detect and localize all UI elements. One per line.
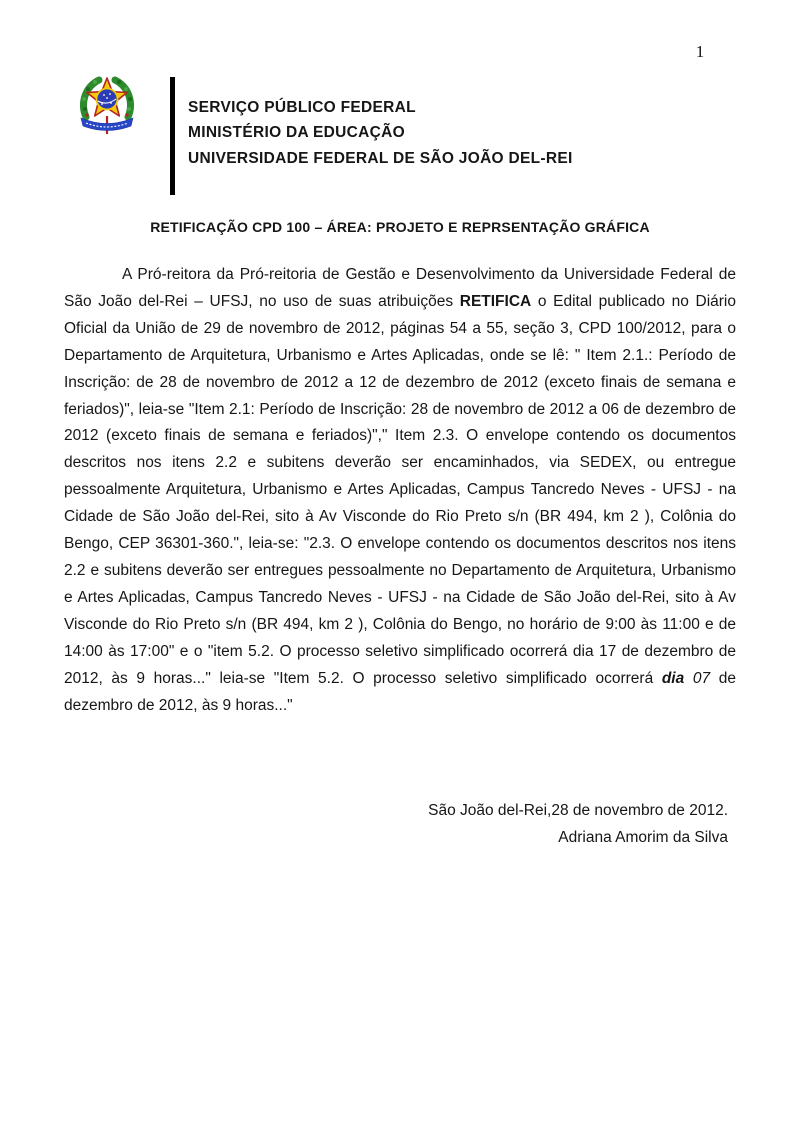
header-divider-bar [170,77,175,195]
body-paragraph [64,262,736,719]
date-italic: 07 [684,669,711,687]
footer-date-place: São João del-Rei,28 de novembro de 2012. [428,802,728,819]
org-line-ministry: MINISTÉRIO DA EDUCAÇÃO [188,124,406,142]
retifica-bold: RETIFICA [459,292,532,310]
document-title: RETIFICAÇÃO CPD 100 – ÁREA: PROJETO E REPRSENTAÇÃO GRÁFICA [150,219,650,235]
dia-bold-italic: dia [661,669,685,687]
body-intro: A Pró-reitora da Pró-reitoria de Gestão e Desenvolvimento da Universidade Federal de São João del-Rei – UFSJ, no uso de suas atribuições [64,266,736,310]
body-closing: de dezembro de 2012, às 9 horas..." [64,669,736,714]
org-header [188,95,573,171]
body-main: o Edital publicado no Diário Oficial da União de 29 de novembro de 2012, páginas 54 a 55, seção 3, CPD 100/2012, para o Departamento de Arquitetura, Urbanismo e Artes Aplicadas, onde se lê: " Item 2.1.: Período de Inscrição: de 28 de novembro de 2012 a 12 de dezembro de 2012 (exceto finais de semana e feriados)", leia-se "Item 2.1: Período de Inscrição: 28 de novembro de 2012 a 06 de dezembro de 2012 (exceto finais de semana e feriados)"," Item 2.3. O envelope contendo os documentos descritos nos itens 2.2 e subitens deverão ser encaminhados, via SEDEX, ou entregue pessoalmente Arquitetura, Urbanismo e Artes Aplicadas, Campus Tancredo Neves - UFSJ - na Cidade de São João del-Rei, sito à Av Visconde do Rio Preto s/n (BR 494, km 2 ), Colônia do Bengo, CEP 36301-360.", leia-se: "2.3. O envelope contendo os documentos descritos nos itens 2.2 e subitens deverão ser entregues pessoalmente no Departamento de Arquitetura, Urbanismo e Artes Aplicadas, Campus Tancredo Neves - UFSJ - na Cidade de São João del-Rei, sito à Av Visconde do Rio Preto s/n (BR 494, km 2 ), Colônia do Bengo, no horário de 9:00 às 11:00 e de 14:00 às 17:00" e o "item 5.2. O processo seletivo simplificado ocorrerá dia 17 de dezembro de 2012, às 9 horas..." leia-se "Item 5.2. O processo seletivo simplificado ocorrerá [64,292,736,687]
footer-signature: Adriana Amorim da Silva [558,829,728,847]
brazil-coat-of-arms-icon [74,71,140,139]
org-line-university: UNIVERSIDADE FEDERAL DE SÃO JOÃO DEL-REI [188,149,573,167]
org-line-service: SERVIÇO PÚBLICO FEDERAL [188,99,416,116]
page-number: 1 [695,42,705,61]
footer [64,797,728,852]
